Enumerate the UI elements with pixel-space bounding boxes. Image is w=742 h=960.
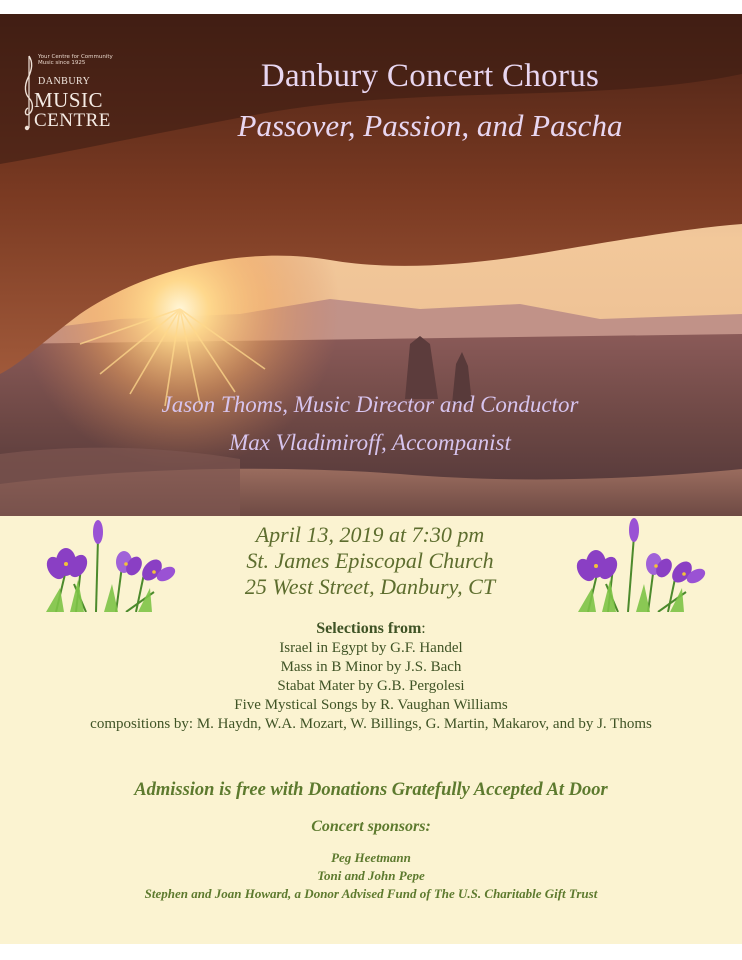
event-address: 25 West Street, Danbury, CT [244,574,496,599]
danbury-music-centre-logo [22,48,132,138]
sponsor-name: Peg Heetmann [331,850,411,865]
logo-line-centre: CENTRE [34,110,111,131]
crocus-flowers-left-icon [26,518,186,612]
selection-item: Mass in B Minor by J.S. Bach [280,659,462,675]
accompanist-credit: Max Vladimiroff, Accompanist [229,430,511,455]
selection-item: compositions by: M. Haydn, W.A. Mozart, W. Billings, G. Martin, Makarov, and by J. Thoms [90,716,652,732]
hero-photo [0,14,742,516]
crocus-flowers-right-icon [558,518,718,612]
event-date: April 13, 2019 at 7:30 pm [255,522,485,547]
selection-item: Israel in Egypt by G.F. Handel [279,640,463,656]
music-director-credit: Jason Thoms, Music Director and Conductor [161,392,579,417]
event-venue: St. James Episcopal Church [246,548,494,573]
admission-note: Admission is free with Donations Gratefully Accepted At Door [134,780,608,800]
logo-line-danbury: DANBURY [38,76,91,87]
selections-heading: Selections from: [316,620,426,637]
sponsors-heading: Concert sponsors: [311,818,431,835]
sponsor-name: Stephen and Joan Howard, a Donor Advised Fund of The U.S. Charitable Gift Trust [144,886,598,901]
logo-tagline: Your Centre for Community Music since 1925 [38,54,113,66]
page-subtitle: Passover, Passion, and Pascha [237,108,623,143]
page-title: Danbury Concert Chorus [260,58,600,94]
sponsor-name: Toni and John Pepe [317,868,425,883]
selection-item: Five Mystical Songs by R. Vaughan Williams [234,697,508,713]
logo-line-music: MUSIC [34,88,104,112]
selection-item: Stabat Mater by G.B. Pergolesi [277,678,465,694]
